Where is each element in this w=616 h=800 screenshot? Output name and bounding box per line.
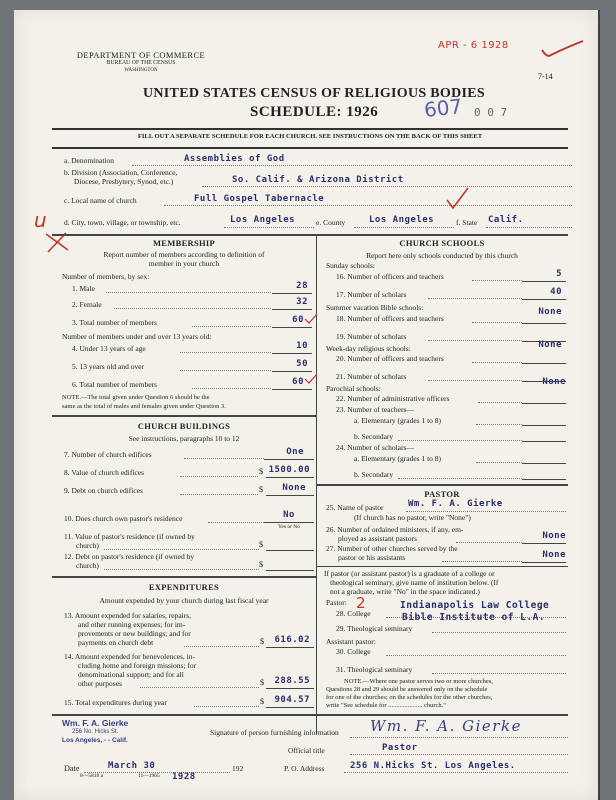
q18-value[interactable]: None xyxy=(538,307,562,317)
schools-title: CHURCH SCHOOLS xyxy=(399,238,485,248)
q9-value[interactable]: None xyxy=(282,483,306,493)
state-value[interactable]: Calif. xyxy=(488,215,524,225)
pastor-note-2: Questions 28 and 29 should be answered only on the schedule xyxy=(326,686,488,693)
q7-label: 7. Number of church edifices xyxy=(64,450,152,459)
red-check-mark-local-name xyxy=(444,186,470,212)
pastor-stamp-name: Wm. F. A. Gierke xyxy=(62,718,129,728)
q14-label-4: other purposes xyxy=(78,679,122,688)
q26-label-1: 26. Number of ordained ministers, if any, em- xyxy=(326,525,464,534)
q14-label-2: cluding home and foreign missions; for xyxy=(78,661,197,670)
q23b-label: b. Secondary xyxy=(354,432,394,441)
q23a-label: a. Elementary (grades 1 to 8) xyxy=(354,416,442,425)
city-label: d. City, town, village, or township, etc. xyxy=(64,218,181,227)
q14-dollar: $ xyxy=(260,678,265,687)
q25-note: (If church has no pastor, write "None") xyxy=(354,513,471,522)
denomination-value[interactable]: Assemblies of God xyxy=(184,154,285,164)
bureau-city: WASHINGTON xyxy=(124,68,158,73)
q5-value[interactable]: 50 xyxy=(296,359,308,369)
po-address-label: P. O. Address xyxy=(284,764,325,773)
q24-label: 24. Number of scholars— xyxy=(336,443,414,452)
q22-label: 22. Number of administrative officers xyxy=(336,394,450,403)
margin-red-letter: u xyxy=(34,208,47,232)
received-date-stamp: APR - 6 1928 xyxy=(438,40,509,51)
q27-label-1: 27. Number of other churches served by the xyxy=(326,544,458,553)
q8-label: 8. Value of church edifices xyxy=(64,468,145,477)
form-title: UNITED STATES CENSUS OF RELIGIOUS BODIES xyxy=(142,86,485,101)
division-label-2: Diocese, Presbytery, Synod, etc.) xyxy=(74,177,174,186)
weekday-value[interactable]: None xyxy=(538,340,562,350)
official-title-label: Official title xyxy=(288,746,325,755)
college-note-3: not a graduate, write "No" in the space indicated.) xyxy=(330,587,480,596)
q4-label: 4. Under 13 years of age xyxy=(72,344,146,353)
buildings-sub: See instructions, paragraphs 10 to 12 xyxy=(128,434,240,443)
official-title-value[interactable]: Pastor xyxy=(382,743,418,753)
age-group-label: Number of members under and over 13 years old: xyxy=(62,332,212,341)
state-label: f. State xyxy=(456,218,478,227)
q15-dollar: $ xyxy=(260,697,265,706)
city-value[interactable]: Los Angeles xyxy=(230,215,296,225)
q27-value[interactable]: None xyxy=(542,550,566,560)
q29-label: 29. Theological seminary xyxy=(336,624,413,633)
q10-label: 10. Does church own pastor's residence xyxy=(64,514,183,523)
members-by-sex-label: Number of members, by sex: xyxy=(62,272,150,281)
pastor-note-3: for one of the churches; on the schedules for the other churches, xyxy=(326,694,493,701)
q8-dollar: $ xyxy=(259,467,264,476)
q6-value[interactable]: 60 xyxy=(292,377,304,387)
q1-label: 1. Male xyxy=(72,284,95,293)
parochial-schools-label: Parochial schools: xyxy=(326,384,381,393)
q25-label: 25. Name of pastor xyxy=(326,503,384,512)
year-prefix: 192 xyxy=(232,764,244,773)
q20-label: 20. Number of officers and teachers xyxy=(336,354,444,363)
q17-label: 17. Number of scholars xyxy=(336,290,407,299)
q13-label-2: and other running expenses; for im- xyxy=(78,620,186,629)
q15-label: 15. Total expenditures during year xyxy=(64,698,167,707)
q5-label: 5. 13 years old and over xyxy=(72,362,145,371)
division-value[interactable]: So. Calif. & Arizona District xyxy=(232,175,404,185)
q11-label-2: church) xyxy=(76,541,99,550)
q9-dollar: $ xyxy=(259,485,264,494)
q14-label-1: 14. Amount expended for benevolences, in- xyxy=(64,652,196,661)
denomination-label: a. Denomination xyxy=(64,156,114,165)
college-note-1: If pastor (or assistant pastor) is a graduate of a college or xyxy=(324,569,495,578)
q17-value[interactable]: 40 xyxy=(550,287,562,297)
q13-label-3: provements or new buildings; and for xyxy=(78,629,191,638)
stamped-number: 0 0 7 xyxy=(474,106,508,119)
sunday-schools-label: Sunday schools: xyxy=(326,261,375,270)
fill-out-instruction: FILL OUT A SEPARATE SCHEDULE FOR EACH CHURCH. SEE INSTRUCTIONS ON THE BACK OF THIS SHEET xyxy=(137,133,483,140)
department-name: DEPARTMENT OF COMMERCE xyxy=(76,50,206,60)
q24b-label: b. Secondary xyxy=(354,470,394,479)
red-check-mark xyxy=(539,38,587,60)
local-name-value[interactable]: Full Gospel Tabernacle xyxy=(194,194,325,204)
q21-label: 21. Number of scholars xyxy=(336,372,407,381)
assistant-pastor-label: Assistant pastor: xyxy=(326,637,376,646)
pastor-title: PASTOR xyxy=(424,489,460,499)
q14-label-3: denominational support; and for all xyxy=(78,670,184,679)
membership-sub2: member in your church xyxy=(148,259,220,268)
q10-value[interactable]: No xyxy=(283,510,295,520)
q28-label: 28. College xyxy=(336,609,371,618)
q23-label: 23. Number of teachers— xyxy=(336,405,414,414)
po-address-value[interactable]: 256 N.Hicks St. Los Angeles. xyxy=(350,761,516,771)
date-value[interactable]: March 30 xyxy=(108,761,156,771)
pastor-sub-label: Pastor: xyxy=(326,598,347,607)
q13-dollar: $ xyxy=(260,637,265,646)
membership-sub1: Report number of members according to definition of xyxy=(103,250,265,259)
year-value[interactable]: 1928 xyxy=(172,772,196,782)
pastor-stamp-city: Los Angeles, - - Calif. xyxy=(62,737,128,744)
weekday-schools-label: Week-day religious schools: xyxy=(326,344,411,353)
q25-value[interactable]: Wm. F. A. Gierke xyxy=(408,499,503,509)
signature-label: Signature of person furnishing information xyxy=(210,728,339,737)
q28-value[interactable]: Indianapolis Law College xyxy=(400,600,550,611)
expenditures-title: EXPENDITURES xyxy=(148,582,220,592)
bureau-name: BUREAU OF THE CENSUS xyxy=(106,60,176,66)
county-label: e. County xyxy=(316,218,346,227)
q31-label: 31. Theological seminary xyxy=(336,665,413,674)
membership-note-2: same as the total of males and females given under Question 3. xyxy=(62,403,226,410)
schedule-title: SCHEDULE: 1926 xyxy=(250,104,379,120)
county-value[interactable]: Los Angeles xyxy=(369,215,435,225)
form-number: 7-14 xyxy=(538,72,553,81)
q13-value[interactable]: 616.02 xyxy=(274,635,310,645)
q11-dollar: $ xyxy=(259,540,264,549)
q16-label: 16. Number of officers and teachers xyxy=(336,272,444,281)
handwritten-schedule-number: 607 xyxy=(422,94,464,122)
pastor-note-4: write "See schedule for ..................... church." xyxy=(326,702,446,709)
q3-value[interactable]: 60 xyxy=(292,315,304,325)
q3-label: 3. Total number of members xyxy=(72,318,157,327)
q15-value[interactable]: 904.57 xyxy=(274,695,310,705)
college-note-2: theological seminary, give name of institution below. (If xyxy=(330,578,499,587)
pastor-stamp-street: 256 No. Hicks St. xyxy=(72,729,119,735)
q8-value[interactable]: 1500.00 xyxy=(268,465,310,475)
q18-label: 18. Number of officers and teachers xyxy=(336,314,444,323)
summer-schools-label: Summer vacation Bible schools: xyxy=(326,303,424,312)
schools-sub: Report here only schools conducted by this church xyxy=(366,251,518,260)
pastor-note-1: NOTE.—Where one pastor serves two or more churches, xyxy=(344,678,493,685)
parochial-value[interactable]: None xyxy=(542,377,566,387)
q13-label-1: 13. Amount expended for salaries, repairs, xyxy=(64,611,192,620)
membership-title: MEMBERSHIP xyxy=(152,238,216,248)
q16-value[interactable]: 5 xyxy=(556,269,562,279)
q1-value[interactable]: 28 xyxy=(296,281,308,291)
print-code: 8—5818 a xyxy=(80,773,104,779)
red-check-q6 xyxy=(304,373,318,385)
q12-label-1: 12. Debt on pastor's residence (if owned by xyxy=(64,552,195,561)
membership-note-1: NOTE.—The total given under Question 6 should be the xyxy=(62,394,210,401)
q13-label-4: payments on church debt xyxy=(78,638,154,647)
q2-label: 2. Female xyxy=(72,300,102,309)
q27-label-2: pastor or his assistants xyxy=(338,553,406,562)
yes-no-hint: Yes or No xyxy=(277,524,301,530)
census-schedule-page xyxy=(14,10,600,800)
q14-value[interactable]: 288.55 xyxy=(274,676,310,686)
q28-red-mark: 2 xyxy=(356,594,366,612)
q29-value[interactable]: Bible Institute of L.A. xyxy=(402,612,546,623)
local-name-label: c. Local name of church xyxy=(64,196,137,205)
q2-value[interactable]: 32 xyxy=(296,297,308,307)
q4-value[interactable]: 10 xyxy=(296,341,308,351)
expenditures-sub: Amount expended by your church during last fiscal year xyxy=(99,596,269,605)
print-code-2: 11—1965 xyxy=(138,773,160,779)
signature-value[interactable]: Wm. F. A. Gierke xyxy=(370,717,522,735)
q12-label-2: church) xyxy=(76,561,99,570)
buildings-title: CHURCH BUILDINGS xyxy=(137,421,231,431)
red-check-q3 xyxy=(304,313,318,325)
q26-value[interactable]: None xyxy=(542,531,566,541)
date-label: Date xyxy=(64,764,80,773)
q7-value[interactable]: One xyxy=(286,447,304,457)
q30-label: 30. College xyxy=(336,647,371,656)
q24a-label: a. Elementary (grades 1 to 8) xyxy=(354,454,442,463)
q6-label: 6. Total number of members xyxy=(72,380,157,389)
q9-label: 9. Debt on church edifices xyxy=(64,486,143,495)
q26-label-2: ployed as assistant pastors xyxy=(338,534,417,543)
q12-dollar: $ xyxy=(259,560,264,569)
q11-label-1: 11. Value of pastor's residence (if owned by xyxy=(64,532,195,541)
q19-label: 19. Number of scholars xyxy=(336,332,407,341)
division-label: b. Division (Association, Conference, xyxy=(64,168,178,177)
